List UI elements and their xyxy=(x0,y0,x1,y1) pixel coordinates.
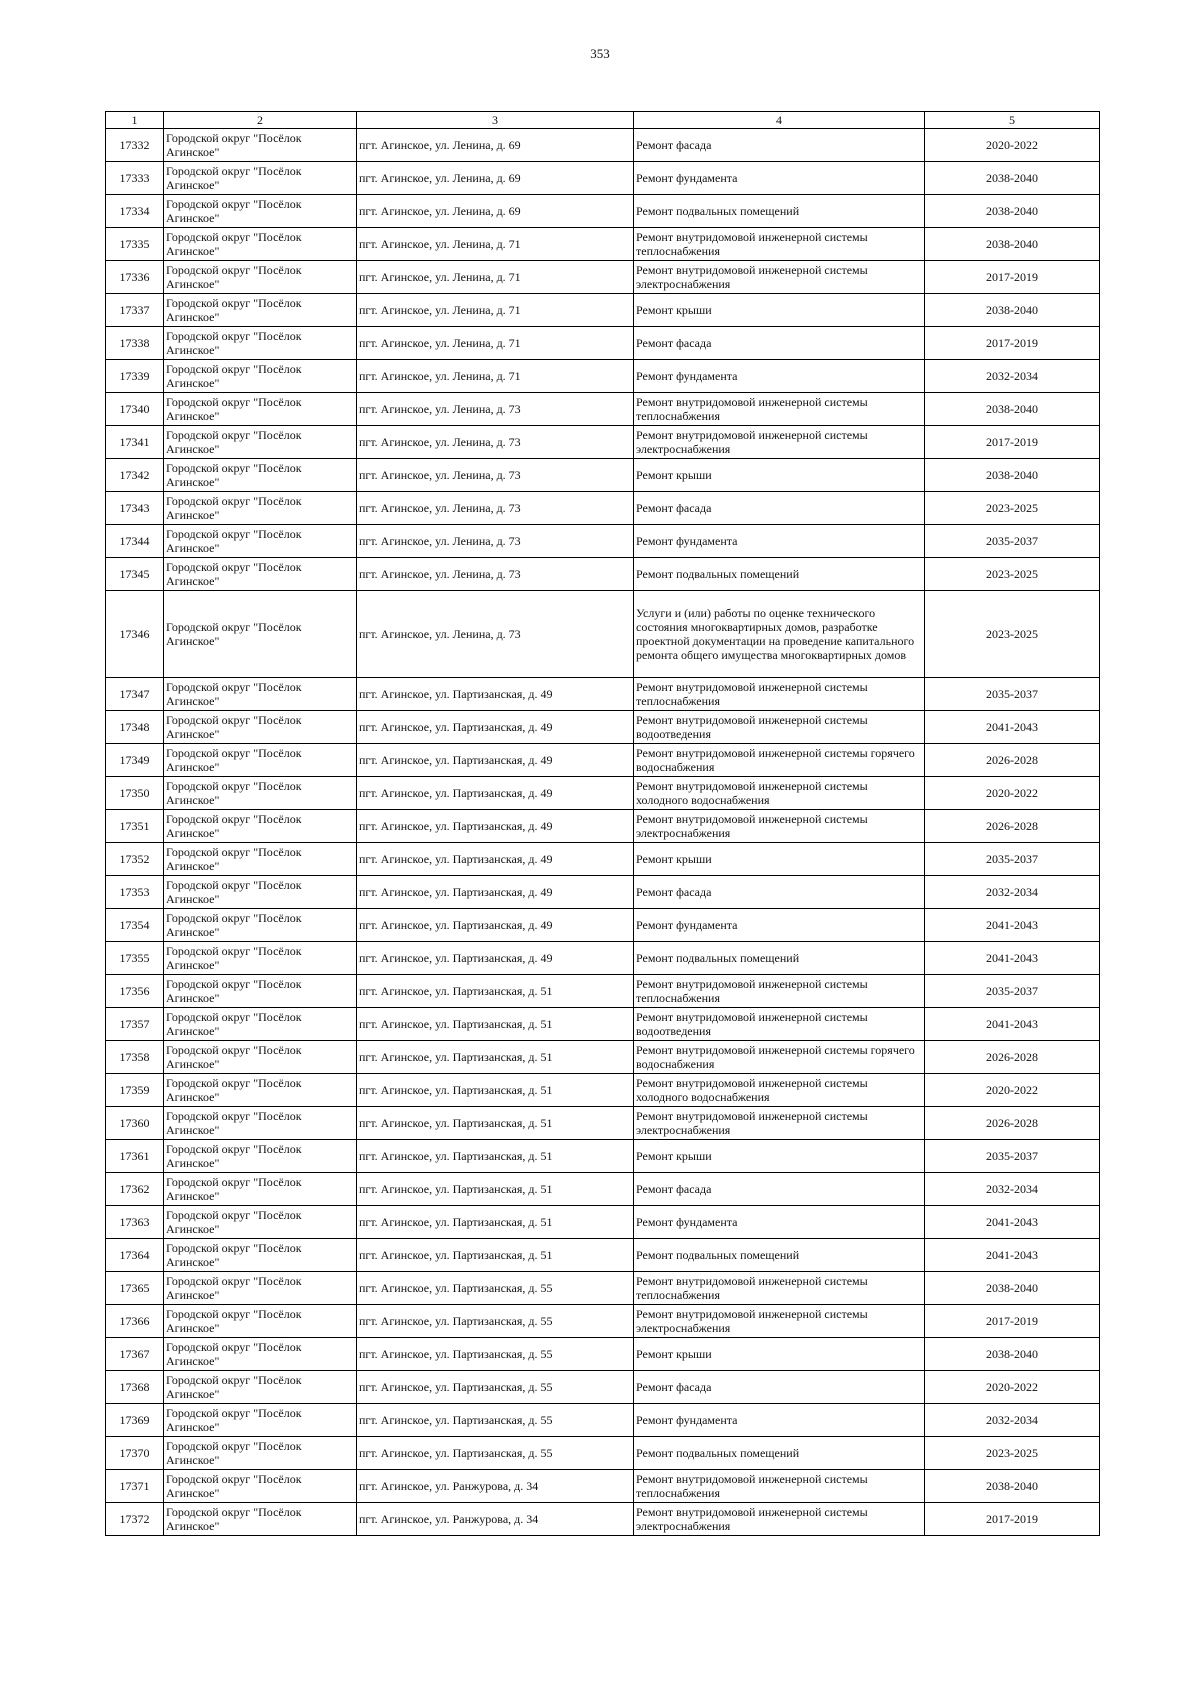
row-number: 17364 xyxy=(106,1239,164,1272)
work-type-cell: Ремонт фасада xyxy=(634,492,925,525)
address-cell: пгт. Агинское, ул. Ленина, д. 73 xyxy=(357,558,634,591)
work-type-cell: Ремонт внутридомовой инженерной системы горячего водоснабжения xyxy=(634,1041,925,1074)
period-cell: 2017-2019 xyxy=(925,327,1100,360)
row-number: 17369 xyxy=(106,1404,164,1437)
municipality-cell: Городской округ "Посёлок Агинское" xyxy=(164,1008,357,1041)
row-number: 17367 xyxy=(106,1338,164,1371)
municipality-cell: Городской округ "Посёлок Агинское" xyxy=(164,294,357,327)
address-cell: пгт. Агинское, ул. Партизанская, д. 49 xyxy=(357,876,634,909)
table-row xyxy=(106,810,1100,843)
address-cell: пгт. Агинское, ул. Партизанская, д. 49 xyxy=(357,678,634,711)
period-cell: 2041-2043 xyxy=(925,1008,1100,1041)
table-row xyxy=(106,1470,1100,1503)
row-number: 17354 xyxy=(106,909,164,942)
work-type-cell: Ремонт крыши xyxy=(634,843,925,876)
table-row xyxy=(106,327,1100,360)
municipality-cell: Городской округ "Посёлок Агинское" xyxy=(164,1470,357,1503)
address-cell: пгт. Агинское, ул. Партизанская, д. 51 xyxy=(357,1008,634,1041)
table-row xyxy=(106,678,1100,711)
municipality-cell: Городской округ "Посёлок Агинское" xyxy=(164,492,357,525)
period-cell: 2032-2034 xyxy=(925,360,1100,393)
work-type-cell: Ремонт подвальных помещений xyxy=(634,195,925,228)
work-type-cell: Ремонт фундамента xyxy=(634,1404,925,1437)
period-cell: 2017-2019 xyxy=(925,426,1100,459)
municipality-cell: Городской округ "Посёлок Агинское" xyxy=(164,1107,357,1140)
period-cell: 2038-2040 xyxy=(925,228,1100,261)
address-cell: пгт. Агинское, ул. Ленина, д. 69 xyxy=(357,195,634,228)
address-cell: пгт. Агинское, ул. Ленина, д. 73 xyxy=(357,525,634,558)
period-cell: 2020-2022 xyxy=(925,129,1100,162)
period-cell: 2038-2040 xyxy=(925,195,1100,228)
row-number: 17360 xyxy=(106,1107,164,1140)
row-number: 17332 xyxy=(106,129,164,162)
municipality-cell: Городской округ "Посёлок Агинское" xyxy=(164,1437,357,1470)
address-cell: пгт. Агинское, ул. Ленина, д. 73 xyxy=(357,459,634,492)
address-cell: пгт. Агинское, ул. Партизанская, д. 55 xyxy=(357,1305,634,1338)
work-type-cell: Ремонт фасада xyxy=(634,1173,925,1206)
period-cell: 2038-2040 xyxy=(925,1338,1100,1371)
table-row xyxy=(106,492,1100,525)
address-cell: пгт. Агинское, ул. Ленина, д. 69 xyxy=(357,129,634,162)
work-type-cell: Ремонт фасада xyxy=(634,327,925,360)
table-row xyxy=(106,711,1100,744)
address-cell: пгт. Агинское, ул. Партизанская, д. 51 xyxy=(357,1107,634,1140)
work-type-cell: Ремонт внутридомовой инженерной системы электроснабжения xyxy=(634,810,925,843)
municipality-cell: Городской округ "Посёлок Агинское" xyxy=(164,393,357,426)
municipality-cell: Городской округ "Посёлок Агинское" xyxy=(164,942,357,975)
row-number: 17368 xyxy=(106,1371,164,1404)
work-type-cell: Ремонт внутридомовой инженерной системы холодного водоснабжения xyxy=(634,1074,925,1107)
row-number: 17361 xyxy=(106,1140,164,1173)
row-number: 17343 xyxy=(106,492,164,525)
address-cell: пгт. Агинское, ул. Партизанская, д. 51 xyxy=(357,1041,634,1074)
municipality-cell: Городской округ "Посёлок Агинское" xyxy=(164,711,357,744)
period-cell: 2026-2028 xyxy=(925,1107,1100,1140)
row-number: 17345 xyxy=(106,558,164,591)
row-number: 17356 xyxy=(106,975,164,1008)
address-cell: пгт. Агинское, ул. Партизанская, д. 49 xyxy=(357,711,634,744)
period-cell: 2041-2043 xyxy=(925,942,1100,975)
table-row xyxy=(106,558,1100,591)
municipality-cell: Городской округ "Посёлок Агинское" xyxy=(164,1173,357,1206)
work-type-cell: Ремонт внутридомовой инженерной системы холодного водоснабжения xyxy=(634,777,925,810)
row-number: 17334 xyxy=(106,195,164,228)
address-cell: пгт. Агинское, ул. Ленина, д. 73 xyxy=(357,426,634,459)
work-type-cell: Ремонт фундамента xyxy=(634,1206,925,1239)
row-number: 17362 xyxy=(106,1173,164,1206)
municipality-cell: Городской округ "Посёлок Агинское" xyxy=(164,1338,357,1371)
row-number: 17337 xyxy=(106,294,164,327)
table-row xyxy=(106,129,1100,162)
municipality-cell: Городской округ "Посёлок Агинское" xyxy=(164,909,357,942)
period-cell: 2023-2025 xyxy=(925,1437,1100,1470)
work-type-cell: Ремонт внутридомовой инженерной системы электроснабжения xyxy=(634,1305,925,1338)
table-row xyxy=(106,1173,1100,1206)
period-cell: 2026-2028 xyxy=(925,744,1100,777)
period-cell: 2035-2037 xyxy=(925,678,1100,711)
row-number: 17350 xyxy=(106,777,164,810)
row-number: 17365 xyxy=(106,1272,164,1305)
period-cell: 2038-2040 xyxy=(925,294,1100,327)
address-cell: пгт. Агинское, ул. Ленина, д. 71 xyxy=(357,261,634,294)
municipality-cell: Городской округ "Посёлок Агинское" xyxy=(164,1503,357,1536)
address-cell: пгт. Агинское, ул. Партизанская, д. 55 xyxy=(357,1437,634,1470)
address-cell: пгт. Агинское, ул. Партизанская, д. 51 xyxy=(357,1239,634,1272)
municipality-cell: Городской округ "Посёлок Агинское" xyxy=(164,1074,357,1107)
municipality-cell: Городской округ "Посёлок Агинское" xyxy=(164,744,357,777)
row-number: 17353 xyxy=(106,876,164,909)
table-row xyxy=(106,1404,1100,1437)
table-row xyxy=(106,459,1100,492)
work-type-cell: Ремонт внутридомовой инженерной системы теплоснабжения xyxy=(634,1272,925,1305)
address-cell: пгт. Агинское, ул. Ленина, д. 71 xyxy=(357,360,634,393)
period-cell: 2020-2022 xyxy=(925,1074,1100,1107)
period-cell: 2041-2043 xyxy=(925,909,1100,942)
table-row xyxy=(106,1140,1100,1173)
municipality-cell: Городской округ "Посёлок Агинское" xyxy=(164,1140,357,1173)
address-cell: пгт. Агинское, ул. Партизанская, д. 51 xyxy=(357,1206,634,1239)
municipality-cell: Городской округ "Посёлок Агинское" xyxy=(164,426,357,459)
table-row xyxy=(106,228,1100,261)
address-cell: пгт. Агинское, ул. Партизанская, д. 49 xyxy=(357,777,634,810)
address-cell: пгт. Агинское, ул. Ленина, д. 73 xyxy=(357,492,634,525)
page-number: 353 xyxy=(590,46,610,61)
table-row xyxy=(106,393,1100,426)
table-row xyxy=(106,975,1100,1008)
work-type-cell: Ремонт внутридомовой инженерной системы электроснабжения xyxy=(634,426,925,459)
row-number: 17358 xyxy=(106,1041,164,1074)
work-type-cell: Ремонт фасада xyxy=(634,876,925,909)
row-number: 17340 xyxy=(106,393,164,426)
address-cell: пгт. Агинское, ул. Ленина, д. 71 xyxy=(357,327,634,360)
work-type-cell: Ремонт крыши xyxy=(634,1140,925,1173)
municipality-cell: Городской округ "Посёлок Агинское" xyxy=(164,1305,357,1338)
column-header: 4 xyxy=(634,112,925,129)
period-cell: 2032-2034 xyxy=(925,1404,1100,1437)
address-cell: пгт. Агинское, ул. Ленина, д. 73 xyxy=(357,591,634,678)
row-number: 17346 xyxy=(106,591,164,678)
row-number: 17333 xyxy=(106,162,164,195)
table-row xyxy=(106,1338,1100,1371)
address-cell: пгт. Агинское, ул. Партизанская, д. 49 xyxy=(357,810,634,843)
work-type-cell: Ремонт подвальных помещений xyxy=(634,942,925,975)
address-cell: пгт. Агинское, ул. Ранжурова, д. 34 xyxy=(357,1503,634,1536)
address-cell: пгт. Агинское, ул. Партизанская, д. 51 xyxy=(357,975,634,1008)
table-row xyxy=(106,1107,1100,1140)
period-cell: 2038-2040 xyxy=(925,162,1100,195)
table-row xyxy=(106,195,1100,228)
municipality-cell: Городской округ "Посёлок Агинское" xyxy=(164,1041,357,1074)
row-number: 17371 xyxy=(106,1470,164,1503)
row-number: 17335 xyxy=(106,228,164,261)
row-number: 17349 xyxy=(106,744,164,777)
address-cell: пгт. Агинское, ул. Ленина, д. 71 xyxy=(357,228,634,261)
table-row xyxy=(106,942,1100,975)
table-header-row xyxy=(106,112,1100,129)
column-header: 1 xyxy=(106,112,164,129)
period-cell: 2035-2037 xyxy=(925,525,1100,558)
period-cell: 2038-2040 xyxy=(925,1470,1100,1503)
municipality-cell: Городской округ "Посёлок Агинское" xyxy=(164,1272,357,1305)
period-cell: 2023-2025 xyxy=(925,492,1100,525)
work-type-cell: Ремонт фасада xyxy=(634,1371,925,1404)
period-cell: 2035-2037 xyxy=(925,975,1100,1008)
address-cell: пгт. Агинское, ул. Партизанская, д. 51 xyxy=(357,1140,634,1173)
address-cell: пгт. Агинское, ул. Партизанская, д. 55 xyxy=(357,1404,634,1437)
table-row xyxy=(106,843,1100,876)
work-type-cell: Ремонт подвальных помещений xyxy=(634,1239,925,1272)
row-number: 17363 xyxy=(106,1206,164,1239)
work-type-cell: Ремонт внутридомовой инженерной системы горячего водоснабжения xyxy=(634,744,925,777)
table-row xyxy=(106,1305,1100,1338)
municipality-cell: Городской округ "Посёлок Агинское" xyxy=(164,777,357,810)
period-cell: 2041-2043 xyxy=(925,1206,1100,1239)
row-number: 17342 xyxy=(106,459,164,492)
table-row xyxy=(106,1371,1100,1404)
table-row xyxy=(106,294,1100,327)
municipality-cell: Городской округ "Посёлок Агинское" xyxy=(164,558,357,591)
table-row xyxy=(106,360,1100,393)
address-cell: пгт. Агинское, ул. Партизанская, д. 49 xyxy=(357,909,634,942)
address-cell: пгт. Агинское, ул. Ранжурова, д. 34 xyxy=(357,1470,634,1503)
work-type-cell: Ремонт фундамента xyxy=(634,360,925,393)
table-row xyxy=(106,777,1100,810)
work-type-cell: Ремонт внутридомовой инженерной системы теплоснабжения xyxy=(634,1470,925,1503)
address-cell: пгт. Агинское, ул. Ленина, д. 73 xyxy=(357,393,634,426)
work-type-cell: Ремонт фасада xyxy=(634,129,925,162)
address-cell: пгт. Агинское, ул. Ленина, д. 71 xyxy=(357,294,634,327)
work-type-cell: Ремонт крыши xyxy=(634,1338,925,1371)
row-number: 17351 xyxy=(106,810,164,843)
period-cell: 2017-2019 xyxy=(925,1503,1100,1536)
municipality-cell: Городской округ "Посёлок Агинское" xyxy=(164,327,357,360)
table-row xyxy=(106,909,1100,942)
work-type-cell: Ремонт крыши xyxy=(634,459,925,492)
municipality-cell: Городской округ "Посёлок Агинское" xyxy=(164,1239,357,1272)
municipality-cell: Городской округ "Посёлок Агинское" xyxy=(164,591,357,678)
period-cell: 2026-2028 xyxy=(925,810,1100,843)
work-type-cell: Ремонт фундамента xyxy=(634,909,925,942)
municipality-cell: Городской округ "Посёлок Агинское" xyxy=(164,678,357,711)
municipality-cell: Городской округ "Посёлок Агинское" xyxy=(164,1206,357,1239)
work-type-cell: Ремонт подвальных помещений xyxy=(634,1437,925,1470)
address-cell: пгт. Агинское, ул. Партизанская, д. 55 xyxy=(357,1338,634,1371)
work-type-cell: Ремонт фундамента xyxy=(634,525,925,558)
column-header: 2 xyxy=(164,112,357,129)
municipality-cell: Городской округ "Посёлок Агинское" xyxy=(164,810,357,843)
municipality-cell: Городской округ "Посёлок Агинское" xyxy=(164,975,357,1008)
municipality-cell: Городской округ "Посёлок Агинское" xyxy=(164,525,357,558)
address-cell: пгт. Агинское, ул. Партизанская, д. 55 xyxy=(357,1272,634,1305)
work-type-cell: Ремонт внутридомовой инженерной системы теплоснабжения xyxy=(634,975,925,1008)
table-row xyxy=(106,1272,1100,1305)
table-row xyxy=(106,1206,1100,1239)
table-row xyxy=(106,876,1100,909)
period-cell: 2017-2019 xyxy=(925,261,1100,294)
period-cell: 2041-2043 xyxy=(925,711,1100,744)
period-cell: 2035-2037 xyxy=(925,843,1100,876)
row-number: 17336 xyxy=(106,261,164,294)
work-type-cell: Ремонт внутридомовой инженерной системы водоотведения xyxy=(634,711,925,744)
work-type-cell: Ремонт внутридомовой инженерной системы теплоснабжения xyxy=(634,228,925,261)
table-row xyxy=(106,1008,1100,1041)
work-type-cell: Ремонт внутридомовой инженерной системы водоотведения xyxy=(634,1008,925,1041)
row-number: 17352 xyxy=(106,843,164,876)
column-header: 5 xyxy=(925,112,1100,129)
work-type-cell: Ремонт внутридомовой инженерной системы теплоснабжения xyxy=(634,678,925,711)
work-type-cell: Ремонт подвальных помещений xyxy=(634,558,925,591)
period-cell: 2026-2028 xyxy=(925,1041,1100,1074)
municipality-cell: Городской округ "Посёлок Агинское" xyxy=(164,195,357,228)
table-row xyxy=(106,261,1100,294)
period-cell: 2020-2022 xyxy=(925,1371,1100,1404)
table-row xyxy=(106,591,1100,678)
work-type-cell: Ремонт внутридомовой инженерной системы электроснабжения xyxy=(634,1107,925,1140)
table-row xyxy=(106,1041,1100,1074)
row-number: 17370 xyxy=(106,1437,164,1470)
work-type-cell: Ремонт фундамента xyxy=(634,162,925,195)
period-cell: 2020-2022 xyxy=(925,777,1100,810)
row-number: 17341 xyxy=(106,426,164,459)
table-row xyxy=(106,1074,1100,1107)
row-number: 17347 xyxy=(106,678,164,711)
row-number: 17348 xyxy=(106,711,164,744)
address-cell: пгт. Агинское, ул. Партизанская, д. 49 xyxy=(357,744,634,777)
municipality-cell: Городской округ "Посёлок Агинское" xyxy=(164,1404,357,1437)
period-cell: 2023-2025 xyxy=(925,558,1100,591)
table-row xyxy=(106,162,1100,195)
period-cell: 2023-2025 xyxy=(925,591,1100,678)
work-type-cell: Ремонт внутридомовой инженерной системы электроснабжения xyxy=(634,1503,925,1536)
work-type-cell: Ремонт внутридомовой инженерной системы электроснабжения xyxy=(634,261,925,294)
period-cell: 2038-2040 xyxy=(925,459,1100,492)
table-row xyxy=(106,426,1100,459)
period-cell: 2032-2034 xyxy=(925,1173,1100,1206)
municipality-cell: Городской округ "Посёлок Агинское" xyxy=(164,228,357,261)
period-cell: 2017-2019 xyxy=(925,1305,1100,1338)
row-number: 17372 xyxy=(106,1503,164,1536)
municipality-cell: Городской округ "Посёлок Агинское" xyxy=(164,1371,357,1404)
address-cell: пгт. Агинское, ул. Партизанская, д. 49 xyxy=(357,843,634,876)
row-number: 17366 xyxy=(106,1305,164,1338)
work-type-cell: Услуги и (или) работы по оценке технического состояния многоквартирных домов, разработке проектной документации на проведение капитального ремонта общего имущества многоквартирных домов xyxy=(634,591,925,678)
table-row xyxy=(106,1437,1100,1470)
table-row xyxy=(106,744,1100,777)
municipality-cell: Городской округ "Посёлок Агинское" xyxy=(164,843,357,876)
row-number: 17357 xyxy=(106,1008,164,1041)
column-header: 3 xyxy=(357,112,634,129)
work-type-cell: Ремонт крыши xyxy=(634,294,925,327)
table-row xyxy=(106,1239,1100,1272)
row-number: 17355 xyxy=(106,942,164,975)
address-cell: пгт. Агинское, ул. Партизанская, д. 51 xyxy=(357,1074,634,1107)
address-cell: пгт. Агинское, ул. Ленина, д. 69 xyxy=(357,162,634,195)
municipality-cell: Городской округ "Посёлок Агинское" xyxy=(164,129,357,162)
row-number: 17359 xyxy=(106,1074,164,1107)
table-row xyxy=(106,1503,1100,1536)
municipality-cell: Городской округ "Посёлок Агинское" xyxy=(164,876,357,909)
address-cell: пгт. Агинское, ул. Партизанская, д. 49 xyxy=(357,942,634,975)
period-cell: 2032-2034 xyxy=(925,876,1100,909)
period-cell: 2035-2037 xyxy=(925,1140,1100,1173)
table-row xyxy=(106,525,1100,558)
municipality-cell: Городской округ "Посёлок Агинское" xyxy=(164,459,357,492)
work-type-cell: Ремонт внутридомовой инженерной системы теплоснабжения xyxy=(634,393,925,426)
municipality-cell: Городской округ "Посёлок Агинское" xyxy=(164,360,357,393)
municipality-cell: Городской округ "Посёлок Агинское" xyxy=(164,261,357,294)
period-cell: 2038-2040 xyxy=(925,393,1100,426)
address-cell: пгт. Агинское, ул. Партизанская, д. 51 xyxy=(357,1173,634,1206)
period-cell: 2041-2043 xyxy=(925,1239,1100,1272)
municipality-cell: Городской округ "Посёлок Агинское" xyxy=(164,162,357,195)
row-number: 17339 xyxy=(106,360,164,393)
row-number: 17344 xyxy=(106,525,164,558)
row-number: 17338 xyxy=(106,327,164,360)
period-cell: 2038-2040 xyxy=(925,1272,1100,1305)
address-cell: пгт. Агинское, ул. Партизанская, д. 55 xyxy=(357,1371,634,1404)
capital-repair-register-table xyxy=(105,111,1100,1536)
